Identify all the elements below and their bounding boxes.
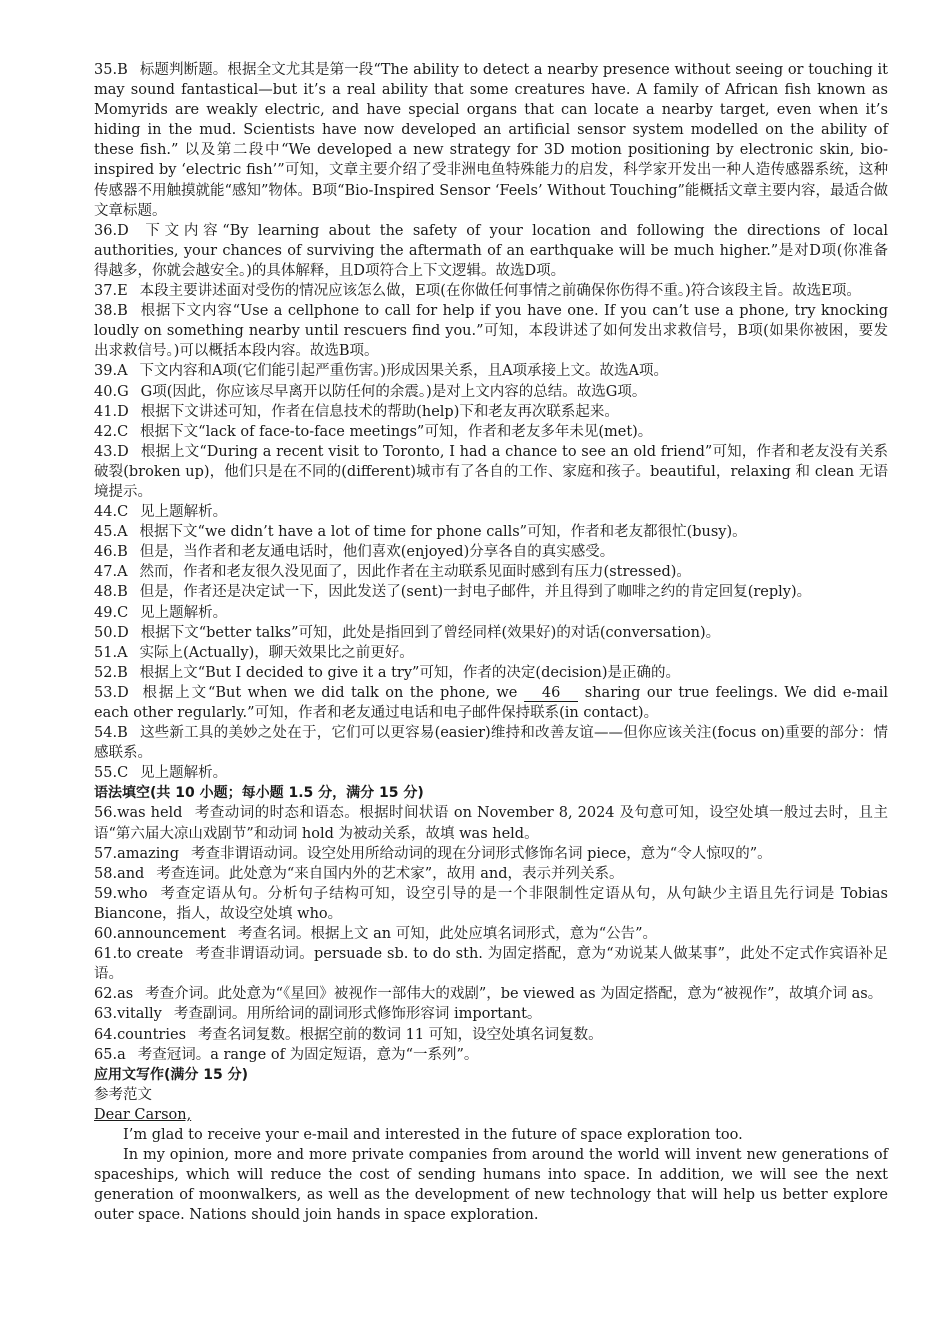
- item-explanation: 考查冠词。a range of 为固定短语，意为“一系列”。: [137, 1046, 479, 1063]
- item-explanation: 下文内容“By learning about the safety of your location and following the directions of local authorities, your chances of surviving the aftermath of an earthquake will be much higher.”是对D项(你准备得越多，你就会越安全。)的具体解释，且D项符合上下文逻辑。故选D项。: [94, 222, 888, 279]
- item-explanation: 根据上文“During a recent visit to Toronto, I had a chance to see an old friend”可知，作者和老友没有关系破裂(broken up)，他们只是在不同的(different)城市有了各自的工作、家庭和孩子。beautiful，relaxing 和 clean 无语境提示。: [94, 443, 888, 500]
- answer-item-41: [94, 402, 888, 422]
- item-answer: countries: [117, 1026, 187, 1043]
- answer-item-53: [94, 683, 888, 723]
- item-number: 39.: [94, 363, 118, 380]
- item-answer: B: [117, 303, 128, 320]
- blank-reference: 46: [524, 685, 578, 702]
- item-number: 40.: [94, 383, 118, 400]
- item-answer: E: [117, 283, 128, 300]
- item-answer: A: [117, 564, 128, 581]
- item-number: 60.: [94, 926, 118, 943]
- grammar-section-heading: 语法填空(共 10 小题；每小题 1.5 分，满分 15 分): [94, 785, 424, 802]
- item-explanation: 下文内容和A项(它们能引起严重伤害。)形成因果关系，且A项承接上文。故选A项。: [139, 363, 669, 380]
- item-answer: and: [117, 865, 145, 882]
- sample-essay-label: 参考范文: [94, 1086, 152, 1103]
- item-answer: D: [117, 222, 129, 239]
- item-explanation: 这些新工具的美妙之处在于，它们可以更容易(easier)维持和改善友谊——但你应该关注(focus on)重要的部分：情感联系。: [94, 725, 888, 762]
- item-explanation: 然而，作者和老友很久没见面了，因此作者在主动联系见面时感到有压力(stressed)。: [139, 564, 691, 581]
- item-explanation: 考查非谓语动词。设空处用所给动词的现在分词形式修饰名词 piece，意为“令人惊叹的”。: [191, 845, 772, 862]
- item-number: 53.: [94, 684, 118, 701]
- item-number: 61.: [94, 946, 118, 963]
- item-number: 43.: [94, 443, 118, 460]
- item-explanation: 考查连词。此处意为“来自国内外的艺术家”，故用 and，表示并列关系。: [156, 865, 624, 882]
- reading-answers-list: [94, 60, 888, 783]
- item-answer: B: [117, 544, 128, 561]
- grammar-answers-list: [94, 803, 888, 1064]
- item-number: 35.: [94, 62, 118, 78]
- item-answer: G: [117, 383, 129, 400]
- item-number: 65.: [94, 1046, 118, 1063]
- item-number: 49.: [94, 604, 118, 621]
- answer-item-36: [94, 221, 888, 281]
- item-answer: C: [117, 765, 129, 782]
- item-explanation: 考查定语从句。分析句子结构可知，设空引导的是一个非限制性定语从句，从句缺少主语且先行词是 Tobias Biancone，指人，故设空处填 who。: [94, 885, 888, 922]
- answer-item-62: [94, 984, 888, 1004]
- item-answer: was held: [117, 805, 183, 822]
- item-answer: B: [117, 664, 128, 681]
- item-number: 38.: [94, 303, 118, 320]
- answer-item-42: [94, 422, 888, 442]
- answer-item-43: [94, 442, 888, 502]
- item-number: 56.: [94, 805, 118, 822]
- answer-item-38: [94, 301, 888, 361]
- answer-item-55: [94, 763, 888, 783]
- answer-item-51: [94, 643, 888, 663]
- item-explanation: 根据下文“better talks”可知，此处是指回到了曾经同样(效果好)的对话(conversation)。: [140, 624, 721, 641]
- item-answer: who: [117, 885, 148, 902]
- item-answer: vitally: [117, 1006, 162, 1023]
- item-explanation-before: 根据上文“But when we did talk on the phone, we: [140, 684, 518, 701]
- item-explanation: 考查非谓语动词。persuade sb. to do sth. 为固定搭配，意为“劝说某人做某事”，此处不定式作宾语补足语。: [94, 946, 888, 983]
- item-answer: to create: [117, 946, 184, 963]
- item-number: 64.: [94, 1026, 118, 1043]
- item-answer: B: [117, 725, 128, 742]
- item-explanation: 实际上(Actually)，聊天效果比之前更好。: [139, 644, 414, 661]
- item-answer: A: [117, 644, 128, 661]
- item-explanation: 但是，作者还是决定试一下，因此发送了(sent)一封电子邮件，并且得到了咖啡之约的肯定回复(reply)。: [139, 584, 812, 601]
- item-explanation: 根据下文内容“Use a cellphone to call for help if you have one. If you can’t use a phone, try knocking loudly on something nearby until rescuers find you.”可知，本段讲述了如何发出求救信号，B项(如果你被困，要发出求救信号。)可以概括本段内容。故选B项。: [94, 303, 888, 360]
- item-explanation-after: sharing our true feelings. We did e-mail each other regularly.”可知，作者和老友通过电话和电子邮件保持联系(in contact)。: [94, 684, 888, 721]
- answer-item-44: [94, 502, 888, 522]
- item-answer: A: [117, 363, 128, 380]
- item-explanation: 考查名词复数。根据空前的数词 11 可知，设空处填名词复数。: [198, 1026, 603, 1043]
- item-number: 42.: [94, 423, 118, 440]
- item-number: 52.: [94, 664, 118, 681]
- item-answer: C: [117, 604, 129, 621]
- item-number: 47.: [94, 564, 118, 581]
- item-explanation: G项(因此，你应该尽早离开以防任何的余震。)是对上文内容的总结。故选G项。: [140, 383, 647, 400]
- item-explanation: 本段主要讲述面对受伤的情况应该怎么做，E项(在你做任何事情之前确保你伤得不重。)符合该段主旨。故选E项。: [139, 283, 861, 300]
- item-number: 62.: [94, 986, 118, 1003]
- answer-item-64: [94, 1025, 888, 1045]
- item-number: 45.: [94, 524, 118, 541]
- answer-item-50: [94, 623, 888, 643]
- item-number: 55.: [94, 765, 118, 782]
- item-number: 58.: [94, 865, 118, 882]
- item-answer: A: [117, 524, 128, 541]
- page-content: [94, 60, 888, 1225]
- item-answer: D: [117, 684, 129, 701]
- item-answer: B: [117, 62, 128, 78]
- item-number: 54.: [94, 725, 118, 742]
- essay-paragraph-1: I’m glad to receive your e-mail and interested in the future of space exploration too.: [123, 1126, 743, 1143]
- item-explanation: 见上题解析。: [140, 604, 228, 621]
- item-number: 36.: [94, 222, 118, 239]
- item-explanation: 根据上文“But I decided to give it a try”可知，作者的决定(decision)是正确的。: [139, 664, 681, 681]
- answer-item-65: [94, 1045, 888, 1065]
- item-number: 57.: [94, 845, 118, 862]
- item-answer: D: [117, 624, 129, 641]
- answer-item-46: [94, 542, 888, 562]
- item-explanation: 根据下文讲述可知，作者在信息技术的帮助(help)下和老友再次联系起来。: [140, 403, 619, 420]
- answer-item-47: [94, 562, 888, 582]
- item-number: 48.: [94, 584, 118, 601]
- answer-item-58: [94, 864, 888, 884]
- writing-section-heading: 应用文写作(满分 15 分): [94, 1066, 249, 1083]
- item-number: 59.: [94, 885, 118, 902]
- answer-item-35: [94, 60, 888, 221]
- letter-salutation: Dear Carson,: [94, 1106, 192, 1123]
- item-answer: as: [117, 986, 134, 1003]
- item-answer: C: [117, 423, 129, 440]
- item-number: 51.: [94, 644, 118, 661]
- item-explanation: 见上题解析。: [140, 504, 228, 521]
- item-explanation: 见上题解析。: [140, 765, 228, 782]
- item-number: 63.: [94, 1006, 118, 1023]
- answer-item-39: [94, 361, 888, 381]
- item-explanation: 考查动词的时态和语态。根据时间状语 on November 8, 2024 及句意可知，设空处填一般过去时，且主语“第六届大凉山戏剧节”和动词 hold 为被动关系，故填 was held。: [94, 805, 888, 842]
- item-answer: announcement: [117, 926, 226, 943]
- answer-item-37: [94, 281, 888, 301]
- item-explanation: 考查名词。根据上文 an 可知，此处应填名词形式，意为“公告”。: [238, 926, 658, 943]
- item-answer: C: [117, 504, 129, 521]
- item-answer: amazing: [117, 845, 179, 862]
- item-explanation: 但是，当作者和老友通电话时，他们喜欢(enjoyed)分享各自的真实感受。: [139, 544, 615, 561]
- item-answer: D: [117, 443, 129, 460]
- item-explanation: 考查介词。此处意为“《星回》被视作一部伟大的戏剧”，be viewed as 为固定搭配，意为“被视作”，故填介词 as。: [145, 986, 883, 1003]
- answer-item-59: [94, 884, 888, 924]
- item-number: 46.: [94, 544, 118, 561]
- item-number: 50.: [94, 624, 118, 641]
- item-number: 44.: [94, 504, 118, 521]
- essay-paragraph-2: In my opinion, more and more private companies from around the world will invent new generations of spaceships, which will reduce the cost of sending humans into space. In addition, we will see the next generation of moonwalkers, as well as the development of new technology that will help us better explore outer space. Nations should join hands in space exploration.: [94, 1147, 888, 1224]
- item-number: 37.: [94, 283, 118, 300]
- answer-item-54: [94, 723, 888, 763]
- answer-item-45: [94, 522, 888, 542]
- answer-item-60: [94, 924, 888, 944]
- answer-item-63: [94, 1004, 888, 1024]
- item-explanation: 根据下文“we didn’t have a lot of time for phone calls”可知，作者和老友都很忙(busy)。: [139, 524, 747, 541]
- answer-item-48: [94, 582, 888, 602]
- answer-item-52: [94, 663, 888, 683]
- item-explanation: 考查副词。用所给词的副词形式修饰形容词 important。: [173, 1006, 542, 1023]
- answer-item-61: [94, 944, 888, 984]
- answer-item-40: [94, 382, 888, 402]
- item-explanation: 根据下文“lack of face-to-face meetings”可知，作者和老友多年未见(met)。: [140, 423, 653, 440]
- answer-item-56: [94, 803, 888, 843]
- item-number: 41.: [94, 403, 118, 420]
- item-answer: B: [117, 584, 128, 601]
- item-answer: a: [117, 1046, 126, 1063]
- answer-item-49: [94, 603, 888, 623]
- item-explanation: 标题判断题。根据全文尤其是第一段“The ability to detect a nearby presence without seeing or touching it may sound fantastical—but it’s a real ability that some creatures have. A family of African fish known as Momyrids are weakly electric, and have special organs that can locate a nearby target, even when it’s hiding in the mud. Scientists have now developed an artificial sensor system modelled on the ability of these fish.” 以及第二段中“We developed a new strategy for 3D motion positioning by electronic skin, bio-inspired by ‘electric fish’”可知，文章主要介绍了受非洲电鱼特殊能力的启发，科学家开发出一种人造传感器系统，这种传感器不用触摸就能“感知”物体。B项“Bio-Inspired Sensor ‘Feels’ Without Touching”能概括文章主要内容，最适合做文章标题。: [94, 62, 888, 219]
- item-answer: D: [117, 403, 129, 420]
- answer-item-57: [94, 844, 888, 864]
